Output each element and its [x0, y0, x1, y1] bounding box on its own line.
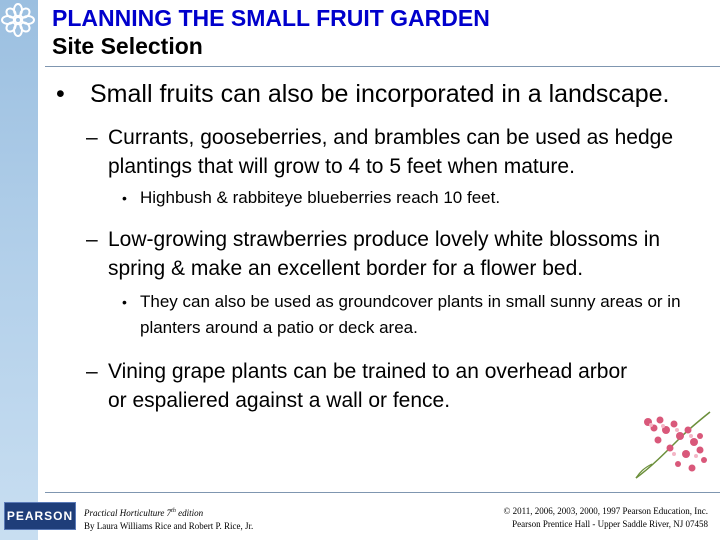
footer-book-title: Practical Horticulture 7th edition: [84, 508, 204, 518]
bullet-dot-icon: •: [122, 190, 127, 206]
page-subtitle: Site Selection: [52, 33, 203, 59]
bullet-text: Low-growing strawberries produce lovely white blossoms in spring & make an excellent border for a flower bed.: [108, 228, 661, 280]
page-title: PLANNING THE SMALL FRUIT GARDEN: [52, 5, 490, 31]
footer-publisher-line: Pearson Prentice Hall - Upper Saddle River, NJ 07458: [512, 519, 708, 529]
bullet-level-2: [56, 123, 716, 181]
bullet-level-2: [56, 357, 636, 415]
flower-logo-icon: [1, 3, 35, 37]
footer-divider: [45, 492, 720, 493]
header-divider: [45, 66, 720, 67]
pearson-logo: PEARSON: [4, 502, 76, 530]
bullet-level-3: [56, 185, 716, 211]
bullet-dot-icon: •: [122, 294, 127, 310]
title-block: [52, 4, 712, 60]
bullet-text: Highbush & rabbiteye blueberries reach 10 feet.: [140, 188, 501, 207]
sidebar-strip: [0, 0, 38, 540]
bullet-text: Currants, gooseberries, and brambles can be used as hedge plantings that will grow to 4 to 5 feet when mature.: [108, 126, 674, 178]
slide-content: [56, 78, 716, 415]
bullet-dash-icon: –: [86, 126, 98, 149]
bullet-level-3: [56, 289, 716, 341]
bullet-text: Small fruits can also be incorporated in a landscape.: [90, 80, 670, 108]
footer-book-info: [84, 505, 253, 533]
bullet-level-1: [56, 78, 716, 110]
bullet-text: They can also be used as groundcover plants in small sunny areas or in planters around a patio or deck area.: [140, 292, 681, 337]
footer-copyright-line: © 2011, 2006, 2003, 2000, 1997 Pearson Education, Inc.: [503, 506, 708, 516]
footer-copyright: [504, 505, 708, 531]
bullet-text: Vining grape plants can be trained to an overhead arbor or espaliered against a wall or fence.: [108, 360, 628, 412]
bullet-level-2: [56, 225, 716, 283]
footer-authors: By Laura Williams Rice and Robert P. Rice, Jr.: [84, 521, 254, 531]
bullet-dash-icon: –: [86, 360, 98, 383]
orchid-illustration: [630, 408, 712, 482]
bullet-dot-icon: •: [56, 80, 65, 108]
bullet-dash-icon: –: [86, 228, 98, 251]
